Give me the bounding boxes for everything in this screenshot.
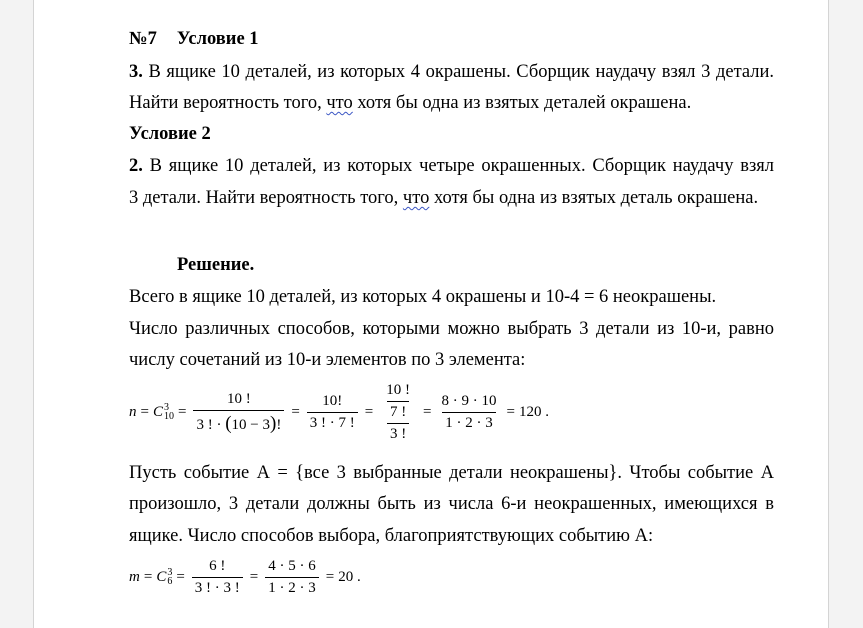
formula1-frac4-num: 8 · 9 · 10: [441, 392, 497, 409]
solution-heading-line: [177, 254, 822, 276]
condition2-line2: [129, 187, 774, 209]
condition2-text1: В ящике 10 деталей, из которых четыре окрашенных. Сборщик наудачу взял: [149, 156, 775, 176]
solution-line1: Всего в ящике 10 деталей, из которых 4 окрашены и 10-4 = 6 неокрашены.: [129, 287, 717, 307]
formula1-frac1-num: 10 !: [227, 390, 251, 407]
formula-combinations-n: [129, 378, 549, 446]
condition2-num: 2.: [129, 156, 143, 176]
problem-number: №7: [129, 29, 157, 49]
formula1-var: n: [129, 403, 137, 420]
spellcheck-word: что: [326, 93, 353, 113]
formula2-frac2-den: 1 · 2 · 3: [265, 577, 319, 596]
formula1-c: C: [152, 403, 163, 420]
condition1-num: 3.: [129, 62, 143, 82]
formula2-c-sub: 6: [167, 576, 173, 587]
condition1-heading: Условие 1: [176, 29, 259, 49]
formula2-frac2: [265, 559, 319, 596]
formula2-frac2-num: 4 · 5 · 6: [268, 557, 316, 574]
formula2-eq: =: [143, 568, 153, 585]
formula1-frac4-den: 1 · 2 · 3: [442, 412, 496, 431]
condition2-heading-line: [129, 123, 774, 145]
formula1-eq6: =: [506, 403, 515, 420]
solution-line3: числу сочетаний из 10-и элементов по 3 элемента:: [129, 350, 526, 370]
formula1-frac3: [380, 383, 416, 442]
solution-line2: Число различных способов, которыми можно выбрать 3 детали из 10-и, равно: [129, 319, 774, 339]
formula1-c-sup: 3: [163, 401, 169, 413]
formula1-frac1-den-b: !: [276, 416, 282, 433]
formula1-eq4: =: [364, 403, 374, 420]
formula2-var: m: [129, 568, 140, 585]
formula2-c-sup: 3: [167, 566, 173, 578]
condition2-text2b: хотя бы одна из взятых деталь окрашена.: [429, 188, 759, 208]
formula1-eq5: =: [423, 403, 432, 420]
condition2-line1: [129, 155, 774, 177]
formula1-frac1: [193, 392, 284, 433]
formula1-eq2: =: [177, 403, 187, 420]
formula1-eq: =: [140, 403, 149, 420]
condition2-heading: Условие 2: [129, 124, 211, 144]
formula1-frac3-inner-num: 10 !: [386, 381, 411, 398]
formula2-c-indices: [167, 568, 172, 587]
formula1-c-sub: 10: [163, 411, 174, 422]
formula2-frac1-num: 6 !: [209, 557, 226, 574]
formula1-frac1-den: 3 ! · (10 − 3)!: [193, 410, 284, 433]
solution-line4: Пусть событие А = {все 3 выбранные детали неокрашены}. Чтобы событие А: [129, 463, 774, 483]
formula1-frac3-num: [380, 383, 416, 423]
formula1-result: 120 .: [518, 403, 549, 420]
solution-line6: ящике. Число способов выбора, благоприятствующих событию А:: [129, 526, 654, 546]
formula1-frac4: [438, 394, 499, 431]
formula2-c: C: [156, 568, 167, 585]
formula1-frac1-den-inner: 10 − 3: [231, 416, 270, 433]
formula2-frac1: [192, 559, 243, 596]
formula2-eq2: =: [176, 568, 185, 585]
formula1-frac3-inner: [383, 383, 413, 420]
formula1-frac2-den: 3 ! · 7 !: [307, 412, 358, 431]
condition1-line2: [129, 92, 774, 114]
formula1-frac2: [307, 394, 358, 431]
condition1-line1: [129, 61, 774, 83]
formula1-eq3: =: [291, 403, 300, 420]
document-page: [33, 0, 829, 628]
formula1-frac2-num: 10!: [322, 392, 343, 409]
spellcheck-word: что: [402, 188, 430, 208]
formula2-result: 20 .: [338, 568, 361, 585]
formula1-frac3-inner-den: 7 !: [387, 401, 409, 420]
formula2-frac1-den: 3 ! · 3 !: [192, 577, 243, 596]
formula-favorable-m: [129, 555, 361, 599]
formula2-eq3: =: [249, 568, 259, 585]
condition1-text2b: хотя бы одна из взятых деталей окрашена.: [352, 93, 692, 113]
solution-line5: произошло, 3 детали должны быть из числа 6-и неокрашенных, имеющихся в: [129, 494, 774, 514]
condition1-text2a: Найти вероятность того,: [129, 93, 327, 113]
formula2-eq4: =: [325, 568, 335, 585]
problem-heading: [129, 28, 774, 50]
solution-heading: Решение.: [177, 255, 255, 275]
condition1-text1: В ящике 10 деталей, из которых 4 окрашены. Сборщик наудачу взял 3 детали.: [148, 62, 775, 82]
formula1-frac3-den: 3 !: [387, 423, 409, 442]
formula1-frac1-den-a: 3 ! ·: [196, 416, 222, 433]
formula1-c-indices: [164, 403, 174, 422]
condition2-text2a: 3 детали. Найти вероятность того,: [129, 188, 403, 208]
